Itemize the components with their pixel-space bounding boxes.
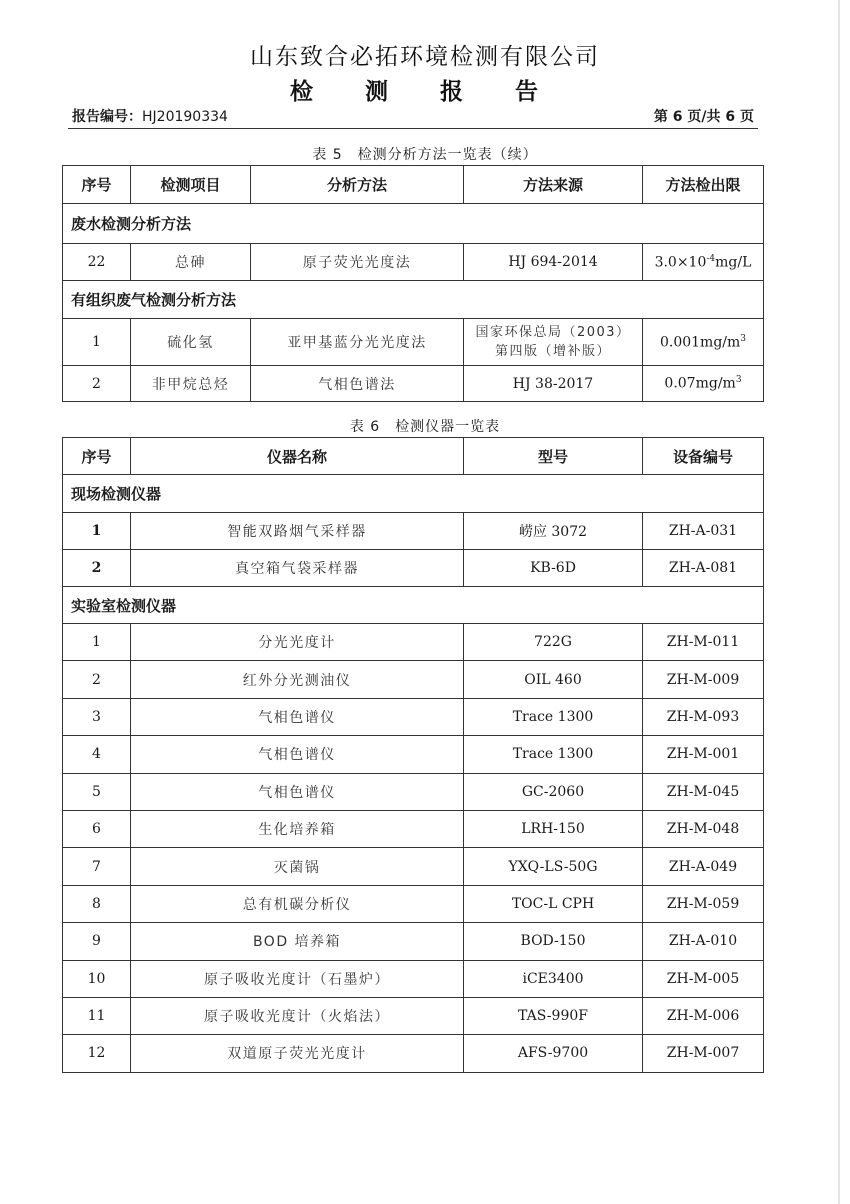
table-row (63, 736, 764, 773)
row-no: 2 (63, 550, 131, 587)
row-name: 气相色谱仪 (131, 736, 464, 773)
table-row (63, 366, 764, 402)
row-limit (643, 319, 764, 366)
row-model: 崂应 3072 (464, 513, 643, 550)
report-number (72, 106, 228, 126)
row-source (464, 319, 643, 366)
table-row (63, 1035, 764, 1072)
table-row (63, 810, 764, 847)
row-item: 非甲烷总烃 (131, 366, 251, 402)
row-item: 总砷 (131, 244, 251, 281)
row-method: 原子荧光光度法 (251, 244, 464, 281)
row-no: 7 (63, 848, 131, 885)
row-name: 原子吸收光度计（火焰法） (131, 997, 464, 1034)
table5-header-row (63, 166, 764, 204)
row-name: 智能双路烟气采样器 (131, 513, 464, 550)
table-row (63, 997, 764, 1034)
row-name: 气相色谱仪 (131, 773, 464, 810)
method-table (62, 165, 764, 402)
report-number-label: 报告编号： (72, 109, 142, 125)
limit-exponent: -4 (706, 253, 716, 264)
source-line: 第四版（增补版） (494, 344, 611, 359)
row-model: YXQ-LS-50G (464, 848, 643, 885)
row-model: iCE3400 (464, 960, 643, 997)
page-indicator: 第 6 页/共 6 页 (653, 109, 754, 125)
row-model: KB-6D (464, 550, 643, 587)
row-no: 11 (63, 997, 131, 1034)
col-header-name: 仪器名称 (131, 438, 464, 475)
col-header-source: 方法来源 (464, 166, 643, 204)
col-header-no: 序号 (63, 438, 131, 475)
limit-exponent: 3 (740, 333, 747, 344)
table-row (63, 848, 764, 885)
row-no: 9 (63, 923, 131, 960)
row-id: ZH-M-011 (643, 624, 764, 661)
section-row-field (63, 475, 764, 513)
row-id: ZH-M-093 (643, 698, 764, 735)
table-row (63, 550, 764, 587)
col-header-id: 设备编号 (643, 438, 764, 475)
row-id: ZH-M-007 (643, 1035, 764, 1072)
row-no: 5 (63, 773, 131, 810)
row-name: 气相色谱仪 (131, 698, 464, 735)
header-rule (68, 128, 758, 129)
limit-exponent: 3 (735, 375, 742, 386)
table-row (63, 885, 764, 922)
row-model: TOC-L CPH (464, 885, 643, 922)
row-model: OIL 460 (464, 661, 643, 698)
row-item: 硫化氢 (131, 319, 251, 366)
row-id: ZH-A-081 (643, 550, 764, 587)
section-title: 有组织废气检测分析方法 (63, 281, 764, 319)
row-name: BOD 培养箱 (131, 923, 464, 960)
row-no: 4 (63, 736, 131, 773)
row-id: ZH-A-049 (643, 848, 764, 885)
row-id: ZH-M-045 (643, 773, 764, 810)
table-row (63, 960, 764, 997)
col-header-model: 型号 (464, 438, 643, 475)
table-row (63, 624, 764, 661)
row-model: GC-2060 (464, 773, 643, 810)
section-row-lab (63, 587, 764, 624)
section-row-wastewater (63, 204, 764, 244)
section-row-exhaust (63, 281, 764, 319)
row-name: 红外分光测油仪 (131, 661, 464, 698)
row-no: 3 (63, 698, 131, 735)
row-model: TAS-990F (464, 997, 643, 1034)
row-no: 10 (63, 960, 131, 997)
section-title: 废水检测分析方法 (63, 204, 764, 244)
table-row (63, 244, 764, 281)
table-row (63, 319, 764, 366)
limit-unit: mg/L (715, 254, 752, 271)
table-row (63, 923, 764, 960)
row-no: 1 (63, 513, 131, 550)
row-name: 生化培养箱 (131, 810, 464, 847)
row-name: 灭菌锅 (131, 848, 464, 885)
source-line: 国家环保总局（2003） (475, 325, 631, 340)
row-method: 亚甲基蓝分光光度法 (251, 319, 464, 366)
row-id: ZH-M-048 (643, 810, 764, 847)
table5-caption: 表 5 检测分析方法一览表（续） (312, 147, 538, 163)
col-header-item: 检测项目 (131, 166, 251, 204)
row-name: 总有机碳分析仪 (131, 885, 464, 922)
row-id: ZH-M-001 (643, 736, 764, 773)
section-title: 实验室检测仪器 (63, 587, 764, 624)
report-title: 检 测 报 告 (289, 79, 561, 105)
instrument-table (62, 437, 764, 1073)
row-no: 1 (63, 624, 131, 661)
row-source: HJ 694-2014 (464, 244, 643, 281)
page-edge-shadow (838, 0, 840, 1204)
table-row (63, 661, 764, 698)
report-meta (72, 103, 754, 127)
table6-header-row (63, 438, 764, 475)
row-limit (643, 244, 764, 281)
limit-base: 3.0×10 (654, 254, 707, 271)
table6-caption: 表 6 检测仪器一览表 (349, 419, 501, 435)
company-name: 山东致合必拓环境检测有限公司 (250, 44, 600, 70)
row-no: 8 (63, 885, 131, 922)
limit-base: 0.07mg/m (664, 375, 736, 392)
table-row (63, 513, 764, 550)
table-row (63, 698, 764, 735)
table-row (63, 773, 764, 810)
row-name: 真空箱气袋采样器 (131, 550, 464, 587)
row-model: Trace 1300 (464, 698, 643, 735)
row-id: ZH-M-059 (643, 885, 764, 922)
row-no: 12 (63, 1035, 131, 1072)
row-source: HJ 38-2017 (464, 366, 643, 402)
row-id: ZH-A-010 (643, 923, 764, 960)
row-no: 2 (63, 661, 131, 698)
limit-base: 0.001mg/m (659, 334, 741, 351)
col-header-method: 分析方法 (251, 166, 464, 204)
row-id: ZH-M-005 (643, 960, 764, 997)
row-method: 气相色谱法 (251, 366, 464, 402)
row-no: 6 (63, 810, 131, 847)
row-name: 双道原子荧光光度计 (131, 1035, 464, 1072)
report-number-value: HJ20190334 (142, 109, 228, 125)
row-name: 原子吸收光度计（石墨炉） (131, 960, 464, 997)
row-model: AFS-9700 (464, 1035, 643, 1072)
row-model: LRH-150 (464, 810, 643, 847)
row-id: ZH-A-031 (643, 513, 764, 550)
row-model: 722G (464, 624, 643, 661)
row-no: 2 (63, 366, 131, 402)
row-no: 1 (63, 319, 131, 366)
row-no: 22 (63, 244, 131, 281)
row-name: 分光光度计 (131, 624, 464, 661)
col-header-limit: 方法检出限 (643, 166, 764, 204)
row-limit (643, 366, 764, 402)
row-id: ZH-M-006 (643, 997, 764, 1034)
row-model: Trace 1300 (464, 736, 643, 773)
row-id: ZH-M-009 (643, 661, 764, 698)
row-model: BOD-150 (464, 923, 643, 960)
col-header-no: 序号 (63, 166, 131, 204)
section-title: 现场检测仪器 (63, 475, 764, 513)
